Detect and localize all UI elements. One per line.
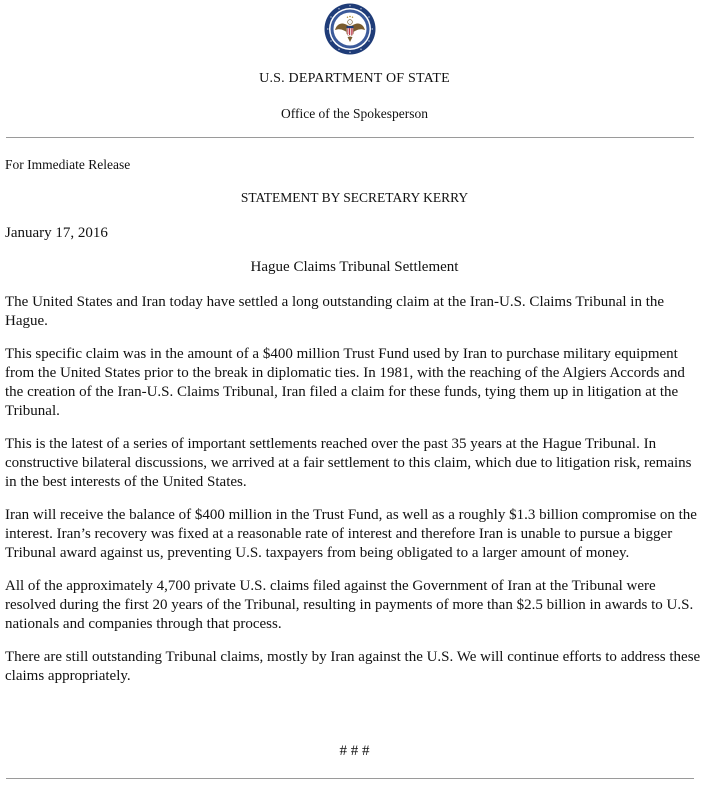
paragraph: This specific claim was in the amount of a $400 million Trust Fund used by Iran to purchase military equipment from the United States prior to the break in diplomatic ties. In 1981, with the reaching of the Algiers Accords and the creation of the Iran-U.S. Claims Tribunal, Iran filed a claim for these funds, tying them up in litigation at the Tribunal. [5, 346, 685, 419]
office-name: Office of the Spokesperson [280, 106, 429, 121]
release-line: For Immediate Release [5, 157, 131, 172]
paragraph: This is the latest of a series of important settlements reached over the past 35 years at the Hague Tribunal. In constructive bilateral discussions, we arrived at a fair settlement to this claim, which due to litigation risk, remains in the best interests of the United States. [5, 436, 692, 490]
paragraph: Iran will receive the balance of $400 million in the Trust Fund, as well as a roughly $1.3 billion compromise on the interest. Iran’s recovery was fixed at a reasonable rate of interest and therefore Iran is unable to pursue a bigger Tribunal award against us, preventing U.S. taxpayers from being obligated to a larger amount of money. [5, 507, 697, 561]
department-name: U.S. DEPARTMENT OF STATE [259, 71, 450, 86]
end-mark: # # # [339, 743, 370, 759]
paragraph: All of the approximately 4,700 private U.S. claims filed against the Government of Iran at the Tribunal were resolved during the first 20 years of the Tribunal, resulting in payments of more than $2.5 billion in awards to U.S. nationals and companies through that process. [5, 578, 694, 632]
paragraph: There are still outstanding Tribunal claims, mostly by Iran against the U.S. We will continue efforts to address these claims appropriately. [5, 649, 701, 684]
statement-title: Hague Claims Tribunal Settlement [250, 259, 459, 275]
statement-heading: STATEMENT BY SECRETARY KERRY [240, 190, 469, 205]
statement-body [5, 293, 701, 700]
release-date: January 17, 2016 [5, 225, 108, 241]
department-of-state-seal-icon [324, 3, 376, 55]
paragraph: The United States and Iran today have settled a long outstanding claim at the Iran-U.S. Claims Tribunal in the Hague. [5, 294, 665, 329]
footer-divider [6, 778, 694, 779]
header-divider [6, 137, 694, 138]
